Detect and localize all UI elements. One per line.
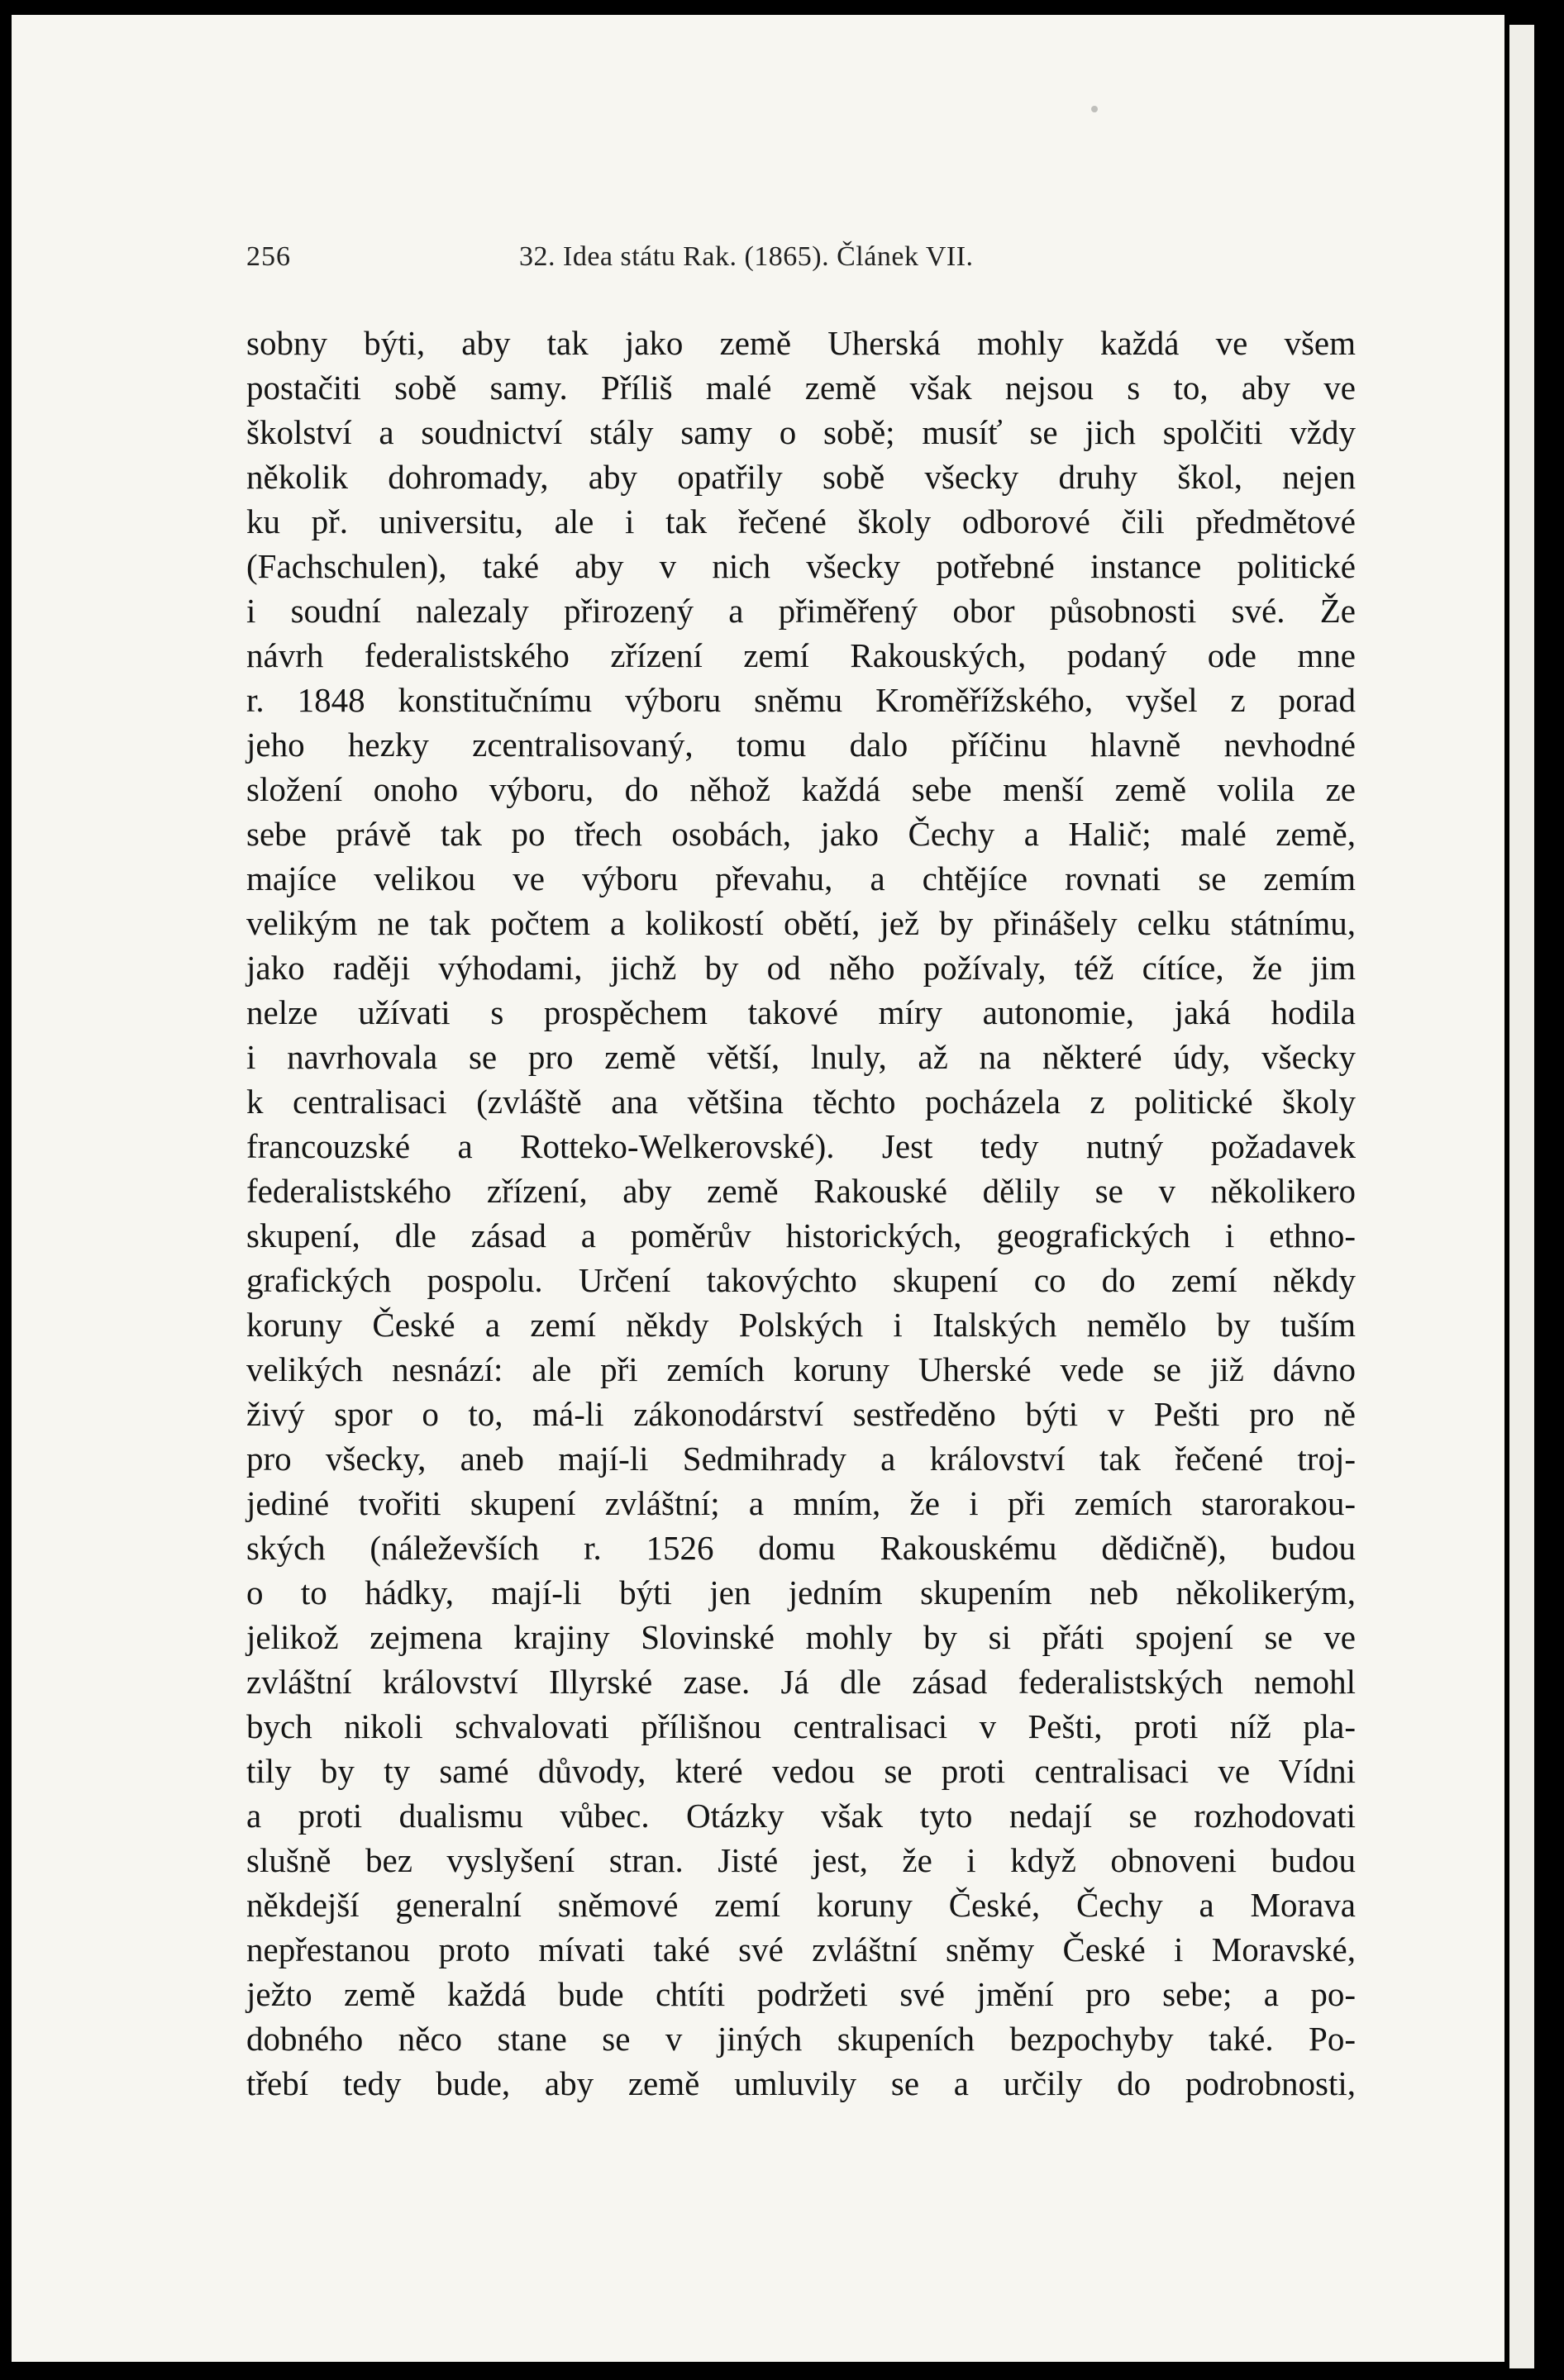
text-line: několik dohromady, aby opatřily sobě všecky druhy škol, nejen	[246, 458, 1356, 496]
text-line: jako raději výhodami, jichž by od něho požívaly, též cítíce, že jim	[246, 949, 1356, 987]
text-line: skupení, dle zásad a poměrův historických, geografických i ethno-	[246, 1216, 1356, 1254]
dust-speck	[1091, 106, 1098, 112]
text-line: složení onoho výboru, do něhož každá sebe menší země volila ze	[246, 770, 1356, 808]
page-header	[246, 241, 1354, 283]
text-line: slušně bez vyslyšení stran. Jisté jest, že i když obnoveni budou	[246, 1841, 1356, 1879]
text-line: ježto země každá bude chtíti podržeti své jmění pro sebe; a po-	[246, 1975, 1356, 2013]
text-line: federalistského zřízení, aby země Rakouské dělily se v několikero	[246, 1172, 1356, 1210]
text-line: (Fachschulen), také aby v nich všecky potřebné instance politické	[246, 547, 1356, 585]
text-line: francouzské a Rotteko-Welkerovské). Jest tedy nutný požadavek	[246, 1127, 1356, 1165]
running-title: 32. Idea státu Rak. (1865). Článek VII.	[519, 241, 974, 272]
text-line: tily by ty samé důvody, které vedou se proti centralisaci ve Vídni	[246, 1752, 1356, 1790]
text-line: sobny býti, aby tak jako země Uherská mohly každá ve všem	[246, 324, 1356, 362]
text-line: jeho hezky zcentralisovaný, tomu dalo příčinu hlavně nevhodné	[246, 726, 1356, 764]
text-line: velikým ne tak počtem a kolikostí obětí, jež by přinášely celku státnímu,	[246, 904, 1356, 942]
page-edge-strip	[1509, 25, 1534, 2368]
text-line: pro všecky, aneb mají-li Sedmihrady a království tak řečené troj-	[246, 1440, 1356, 1478]
text-line: návrh federalistského zřízení zemí Rakouských, podaný ode mne	[246, 636, 1356, 674]
text-line: nepřestanou proto mívati také své zvláštní sněmy České i Moravské,	[246, 1930, 1356, 1968]
text-line: grafických pospolu. Určení takovýchto skupení co do zemí někdy	[246, 1261, 1356, 1299]
text-line: zvláštní království Illyrské zase. Já dle zásad federalistských nemohl	[246, 1663, 1356, 1701]
text-line: dobného něco stane se v jiných skupeních bezpochyby také. Po-	[246, 2020, 1356, 2058]
text-line: živý spor o to, má-li zákonodárství sestředěno býti v Pešti pro ně	[246, 1395, 1356, 1433]
text-line: a proti dualismu vůbec. Otázky však tyto nedají se rozhodovati	[246, 1797, 1356, 1835]
body-text	[246, 321, 1356, 2106]
text-line: jediné tvořiti skupení zvláštní; a mním, že i při zemích starorakou-	[246, 1484, 1356, 1522]
text-line: bych nikoli schvalovati přílišnou centralisaci v Pešti, proti níž pla-	[246, 1707, 1356, 1745]
text-line: o to hádky, mají-li býti jen jedním skupením neb několikerým,	[246, 1573, 1356, 1611]
text-line: i navrhovala se pro země větší, lnuly, až na některé údy, všecky	[246, 1038, 1356, 1076]
text-line: ku př. universitu, ale i tak řečené školy odborové čili předmětové	[246, 502, 1356, 540]
text-line: i soudní nalezaly přirozený a přiměřený obor působnosti své. Že	[246, 592, 1356, 630]
text-line: koruny České a zemí někdy Polských i Italských nemělo by tuším	[246, 1306, 1356, 1344]
text-line: školství a soudnictví stály samy o sobě; musíť se jich spolčiti vždy	[246, 413, 1356, 451]
text-line: třebí tedy bude, aby země umluvily se a určily do podrobnosti,	[246, 2064, 1356, 2102]
text-line: postačiti sobě samy. Příliš malé země však nejsou s to, aby ve	[246, 369, 1356, 407]
text-line: velikých nesnází: ale při zemích koruny Uherské vede se již dávno	[246, 1350, 1356, 1388]
text-line: sebe právě tak po třech osobách, jako Čechy a Halič; malé země,	[246, 815, 1356, 853]
page-number: 256	[246, 241, 291, 272]
text-line: ských (náleževších r. 1526 domu Rakouskému dědičně), budou	[246, 1529, 1356, 1567]
text-line: nelze užívati s prospěchem takové míry autonomie, jaká hodila	[246, 993, 1356, 1031]
text-line: k centralisaci (zvláště ana většina těchto pocházela z politické školy	[246, 1083, 1356, 1121]
text-line: jelikož zejmena krajiny Slovinské mohly by si přáti spojení se ve	[246, 1618, 1356, 1656]
text-line: majíce velikou ve výboru převahu, a chtějíce rovnati se zemím	[246, 859, 1356, 897]
text-line: někdejší generalní sněmové zemí koruny České, Čechy a Morava	[246, 1886, 1356, 1924]
text-line: r. 1848 konstitučnímu výboru sněmu Kroměřížského, vyšel z porad	[246, 681, 1356, 719]
